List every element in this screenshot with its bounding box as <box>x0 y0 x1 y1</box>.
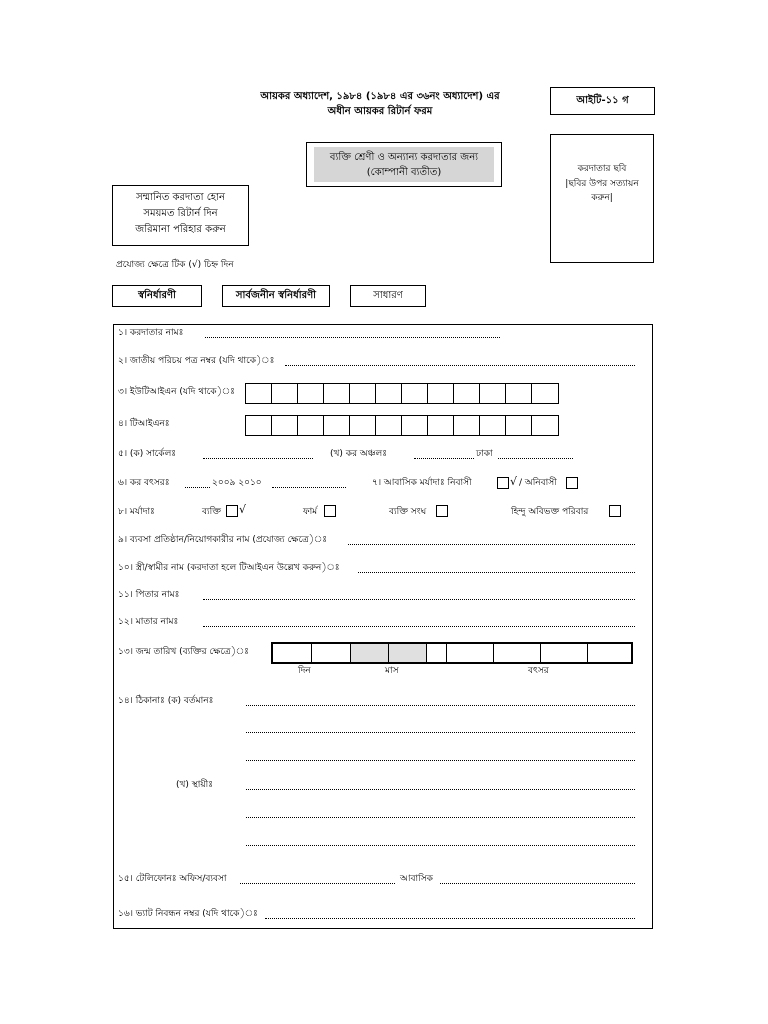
status-aop-label: ব্যক্তি সংঘ <box>389 507 427 517</box>
circle-label: ৫। (ক) সার্কেলঃ <box>118 449 177 459</box>
status-individual-tick: √ <box>239 503 247 516</box>
assessment-universal-self[interactable]: সার্বজনীন স্বনির্ধারণী <box>222 285 330 307</box>
status-huf-checkbox[interactable] <box>609 505 621 517</box>
photo-line3: করুন| <box>591 193 613 203</box>
taxpayer-name-label: ১। করদাতার নামঃ <box>118 328 184 338</box>
father-field[interactable] <box>203 599 635 600</box>
tin-cell <box>506 416 532 435</box>
tin-cell <box>350 416 376 435</box>
utin-cell <box>428 384 454 403</box>
spouse-label: ১০। স্ত্রী/স্বামীর নাম (করদাতা হলে টিআইএন উল্লেখ করুন)ঃ <box>118 563 340 573</box>
status-huf-label: হিন্দু অবিভক্ত পরিবার <box>511 507 589 517</box>
tax-year-field-post[interactable] <box>272 487 346 488</box>
present-address-line[interactable] <box>246 760 635 761</box>
tin-cell <box>480 416 506 435</box>
dob-month-cell <box>351 644 389 662</box>
category-box-fill <box>314 147 494 182</box>
dob-month-label: মাস <box>385 666 399 676</box>
notice-box <box>112 185 249 246</box>
status-firm-label: ফার্ম <box>303 507 318 517</box>
tin-cell <box>428 416 454 435</box>
permanent-address-label: (খ) স্থায়ীঃ <box>176 780 214 790</box>
utin-cell <box>376 384 402 403</box>
tin-cell <box>298 416 324 435</box>
taxpayer-name-field[interactable] <box>205 337 500 338</box>
present-address-label: ১৪। ঠিকানাঃ (ক) বর্তমানঃ <box>118 696 214 706</box>
tin-cell <box>246 416 272 435</box>
dob-year-cell <box>447 644 494 662</box>
zone-value: ঢাকা <box>476 449 493 459</box>
employer-field[interactable] <box>348 544 635 545</box>
photo-box[interactable] <box>550 134 654 263</box>
photo-line2: |ছবির উপর সত্যায়ন <box>565 179 639 189</box>
photo-line1: করদাতার ছবি <box>577 164 627 174</box>
present-address-line[interactable] <box>246 705 635 706</box>
resident-checkbox[interactable] <box>497 477 509 489</box>
status-label: ৮। মর্যাদাঃ <box>118 507 155 517</box>
spouse-field[interactable] <box>358 572 635 573</box>
dob-label: ১৩। জন্ম তারিখ (ব্যক্তির ক্ষেত্রে)ঃ <box>118 647 249 657</box>
dob-year-cell <box>541 644 588 662</box>
residency-label: ৭। আবাসিক মর্যাদাঃ নিবাসী <box>372 478 472 488</box>
tax-year-label: ৬। কর বৎসরঃ <box>118 478 170 488</box>
zone-field-post[interactable] <box>498 458 573 459</box>
dob-boxes[interactable] <box>271 642 633 664</box>
vat-label: ১৬। ভ্যাট নিবন্ধন নম্বর (যদি থাকে)ঃ <box>118 909 258 919</box>
utin-boxes[interactable] <box>245 383 559 404</box>
utin-label: ৩। ইউটিআইএন (যদি থাকে)ঃ <box>118 387 235 397</box>
nonresident-checkbox[interactable] <box>566 477 578 489</box>
zone-label: (খ) কর অঞ্চলঃ <box>330 449 388 459</box>
resident-tick: √ <box>510 475 518 488</box>
tin-boxes[interactable] <box>245 415 559 436</box>
vat-field[interactable] <box>265 918 635 919</box>
tax-year-field-pre[interactable] <box>185 487 210 488</box>
utin-cell <box>506 384 532 403</box>
dob-day-cell <box>273 644 312 662</box>
phone-label: ১৫। টেলিফোনঃ অফিস/ব্যবসা <box>118 874 227 884</box>
utin-cell <box>324 384 350 403</box>
nid-label: ২। জাতীয় পরিচয় পত্র নম্বর (যদি থাকে)ঃ <box>118 356 275 366</box>
assessment-normal[interactable]: সাধারণ <box>350 285 426 307</box>
utin-cell <box>402 384 428 403</box>
notice-line3: জরিমানা পরিহার করুন <box>135 224 226 235</box>
tin-cell <box>402 416 428 435</box>
notice-line1: সম্মানিত করদাতা হোন <box>136 192 225 203</box>
form-code: আইটি-১১ গ <box>576 95 629 106</box>
tick-instruction: প্রযোজ্য ক্ষেত্রে টিক (√) চিহ্ন দিন <box>116 260 234 270</box>
utin-cell <box>298 384 324 403</box>
utin-cell <box>454 384 480 403</box>
tin-cell <box>454 416 480 435</box>
phone-residence-label: আবাসিক <box>400 874 433 884</box>
dob-year-label: বৎসর <box>528 666 549 676</box>
utin-cell <box>272 384 298 403</box>
tin-label: ৪। টিআইএনঃ <box>118 419 170 429</box>
dob-year-cell <box>494 644 541 662</box>
category-box <box>306 142 502 187</box>
notice-line2: সময়মত রিটার্ন দিন <box>143 208 218 219</box>
status-individual-checkbox[interactable] <box>226 505 238 517</box>
utin-cell <box>350 384 376 403</box>
phone-office-field[interactable] <box>240 883 395 884</box>
dob-day-cell <box>312 644 351 662</box>
status-firm-checkbox[interactable] <box>324 505 336 517</box>
present-address-line[interactable] <box>246 732 635 733</box>
status-individual-label: ব্যক্তি <box>202 507 221 517</box>
dob-day-label: দিন <box>298 666 311 676</box>
utin-cell <box>480 384 506 403</box>
form-title-line2: অধীন আয়কর রিটার্ন ফরম <box>327 106 433 117</box>
status-aop-checkbox[interactable] <box>436 505 448 517</box>
phone-residence-field[interactable] <box>440 883 635 884</box>
form-code-box <box>550 87 655 115</box>
tin-cell <box>376 416 402 435</box>
category-line2: (কোম্পানী ব্যতীত) <box>366 167 442 178</box>
permanent-address-line[interactable] <box>246 789 635 790</box>
utin-cell <box>246 384 272 403</box>
nid-field[interactable] <box>285 365 635 366</box>
category-line1: ব্যক্তি শ্রেণী ও অন্যান্য করদাতার জন্য <box>329 152 479 163</box>
mother-field[interactable] <box>203 626 635 627</box>
mother-label: ১২। মাতার নামঃ <box>118 617 179 627</box>
permanent-address-line[interactable] <box>246 817 635 818</box>
dob-month-cell <box>389 644 427 662</box>
permanent-address-line[interactable] <box>246 845 635 846</box>
circle-field[interactable] <box>203 458 313 459</box>
zone-field-pre[interactable] <box>414 458 474 459</box>
tin-cell <box>324 416 350 435</box>
nonresident-label: / অনিবাসী <box>519 478 557 488</box>
dob-separator-cell <box>427 644 447 662</box>
employer-label: ৯। ব্যবসা প্রতিষ্ঠান/নিয়োগকারীর নাম (প্রযোজ্য ক্ষেত্রে)ঃ <box>118 535 328 545</box>
tax-year-value: ২০০৯ ২০১০ <box>212 478 262 488</box>
father-label: ১১। পিতার নামঃ <box>118 590 180 600</box>
tin-cell <box>272 416 298 435</box>
form-title-line1: আয়কর অধ্যাদেশ, ১৯৮৪ (১৯৮৪ এর ৩৬নং অধ্যাদেশ) এর <box>260 91 500 102</box>
assessment-self[interactable]: স্বনির্ধারণী <box>112 285 202 307</box>
